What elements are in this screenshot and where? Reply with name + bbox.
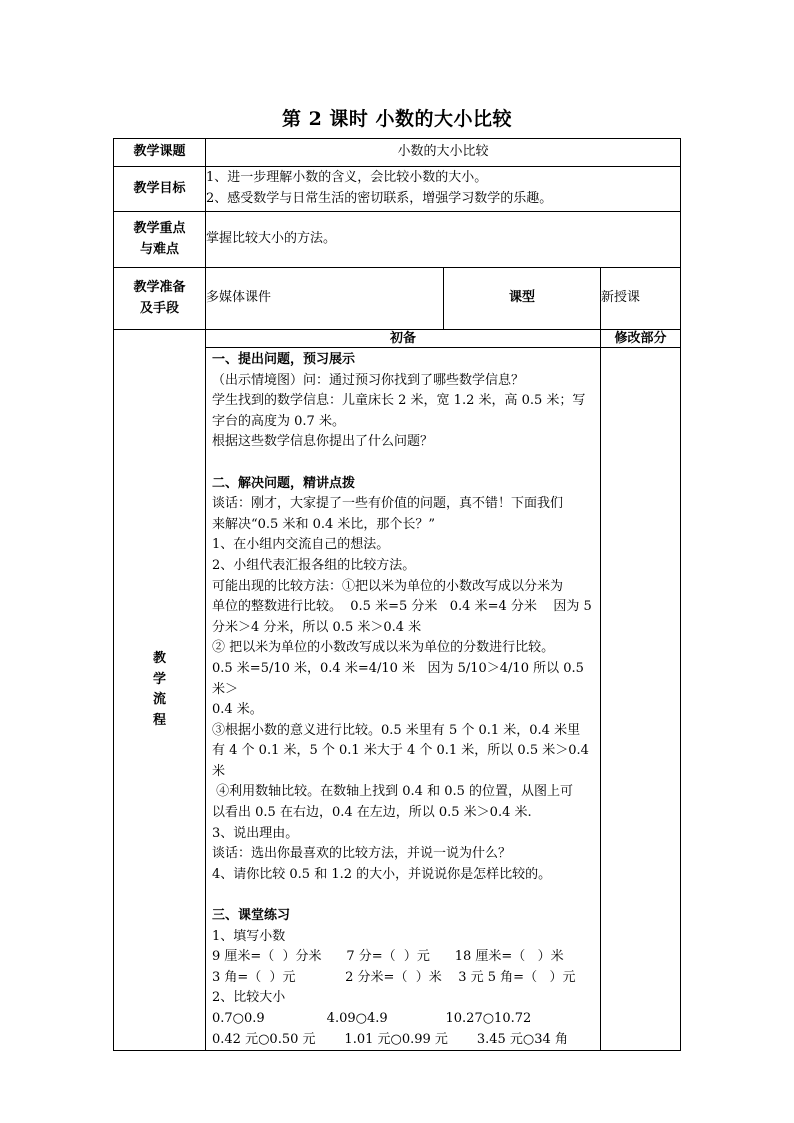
flow-line: 学生找到的数学信息：儿童床长 2 米，宽 1.2 米，高 0.5 米；写 [212,393,586,409]
goal-line-1: 1、进一步理解小数的含义，会比较小数的大小。 [206,170,488,186]
prep-label-line-2: 及手段 [139,300,179,316]
flow-line: 0.4 米。 [212,702,263,718]
focus-label-line-2: 与难点 [139,241,179,257]
page-title: 第 2 课时 小数的大小比较 [281,108,513,130]
flow-line: 0.7○0.9 4.09○4.9 10.27○10.72 [212,1011,532,1026]
prep-value: 多媒体课件 [206,268,444,330]
flow-line: 来解决“0.5 米和 0.4 米比，那个长？” [212,516,436,532]
flow-line: 谈话：刚才，大家提了一些有价值的问题，真不错！下面我们 [212,496,564,512]
section-heading: 一、提出问题，预习展示 [212,352,356,367]
goal-line-2: 2、感受数学与日常生活的密切联系，增强学习数学的乐趣。 [206,191,553,206]
flow-line: 根据这些数学信息你提出了什么问题？ [212,434,434,450]
section-heading: 二、解决问题，精讲点拨 [212,475,356,491]
flow-line: ④利用数轴比较。在数轴上找到 0.4 和 0.5 的位置，从图上可 [212,784,574,800]
focus-value: 掌握比较大小的方法。 [206,212,681,268]
blank-line [212,453,594,474]
draft-header: 初备 [206,330,601,348]
prep-label [114,268,206,330]
goal-label: 教学目标 [114,167,206,212]
flow-label-char-2: 学 [152,671,166,687]
row-goals [114,167,681,212]
flow-line: 1、填写小数 [212,928,286,944]
flow-line: 0.5 米=5/10 米，0.4 米=4/10 米 因为 5/10＞4/10 所以 0.5 米＞ [212,660,589,697]
flow-line: 3、说出理由。 [212,825,299,841]
flow-line: 1、在小组内交流自己的想法。 [212,537,390,553]
flow-line: 单位的整数进行比较。 0.5 米=5 分米 0.4 米=4 分米 因为 5 [212,599,592,615]
flow-line: 分米＞4 分米，所以 0.5 米＞0.4 米 [212,619,422,635]
flow-lines [212,350,594,1050]
flow-line: （出示情境图）问：通过预习你找到了哪些数学信息？ [212,372,525,388]
flow-line: 4、请你比较 0.5 和 1.2 的大小，并说说你是怎样比较的。 [212,866,552,882]
revise-header: 修改部分 [601,330,681,348]
topic-value: 小数的大小比较 [206,139,681,167]
focus-label-line-1: 教学重点 [133,220,186,236]
flow-line: 谈话：选出你最喜欢的比较方法，并说一说为什么？ [212,846,512,862]
flow-line: 9 厘米=（ ）分米 7 分=（ ）元 18 厘米=（ ）米 [212,949,564,965]
revise-content [601,348,681,1051]
row-flow-header [114,330,681,348]
row-topic [114,139,681,167]
flow-content [206,348,601,1051]
blank-line [212,885,594,906]
flow-line: 2、小组代表汇报各组的比较方法。 [212,557,416,573]
flow-label-char-4: 程 [152,712,166,728]
row-focus [114,212,681,268]
flow-line: 以看出 0.5 在右边，0.4 在左边，所以 0.5 米＞0.4 米. [212,805,532,821]
flow-line: 有 4 个 0.1 米，5 个 0.1 米大于 4 个 0.1 米，所以 0.5 米＞0.4 米 [212,743,594,779]
section-heading: 三、课堂练习 [212,908,291,924]
focus-label [114,212,206,268]
lesson-type-value: 新授课 [601,268,681,330]
flow-line: 2、比较大小 [212,990,286,1006]
prep-label-line-1: 教学准备 [133,279,186,295]
flow-line: ③根据小数的意义进行比较。0.5 米里有 5 个 0.1 米，0.4 米里 [212,722,581,738]
flow-label-char-3: 流 [152,692,166,708]
goal-value [206,167,681,212]
flow-line: 字台的高度为 0.7 米。 [212,413,345,429]
flow-line: ② 把以米为单位的小数改写成以米为单位的分数进行比较。 [212,640,555,656]
flow-line: 可能出现的比较方法：①把以米为单位的小数改写成以分米为 [212,578,564,594]
lesson-plan-table [113,138,681,1051]
flow-label [114,330,206,1051]
lesson-type-label: 课型 [444,268,601,330]
flow-line: 0.42 元○0.50 元 1.01 元○0.99 元 3.45 元○34 角 [212,1031,568,1047]
topic-label: 教学课题 [114,139,206,167]
flow-line: 3 角=（ ）元 2 分米=（ ）米 3 元 5 角=（ ）元 [212,969,576,985]
flow-label-char-1: 教 [152,650,166,666]
row-preparation [114,268,681,330]
